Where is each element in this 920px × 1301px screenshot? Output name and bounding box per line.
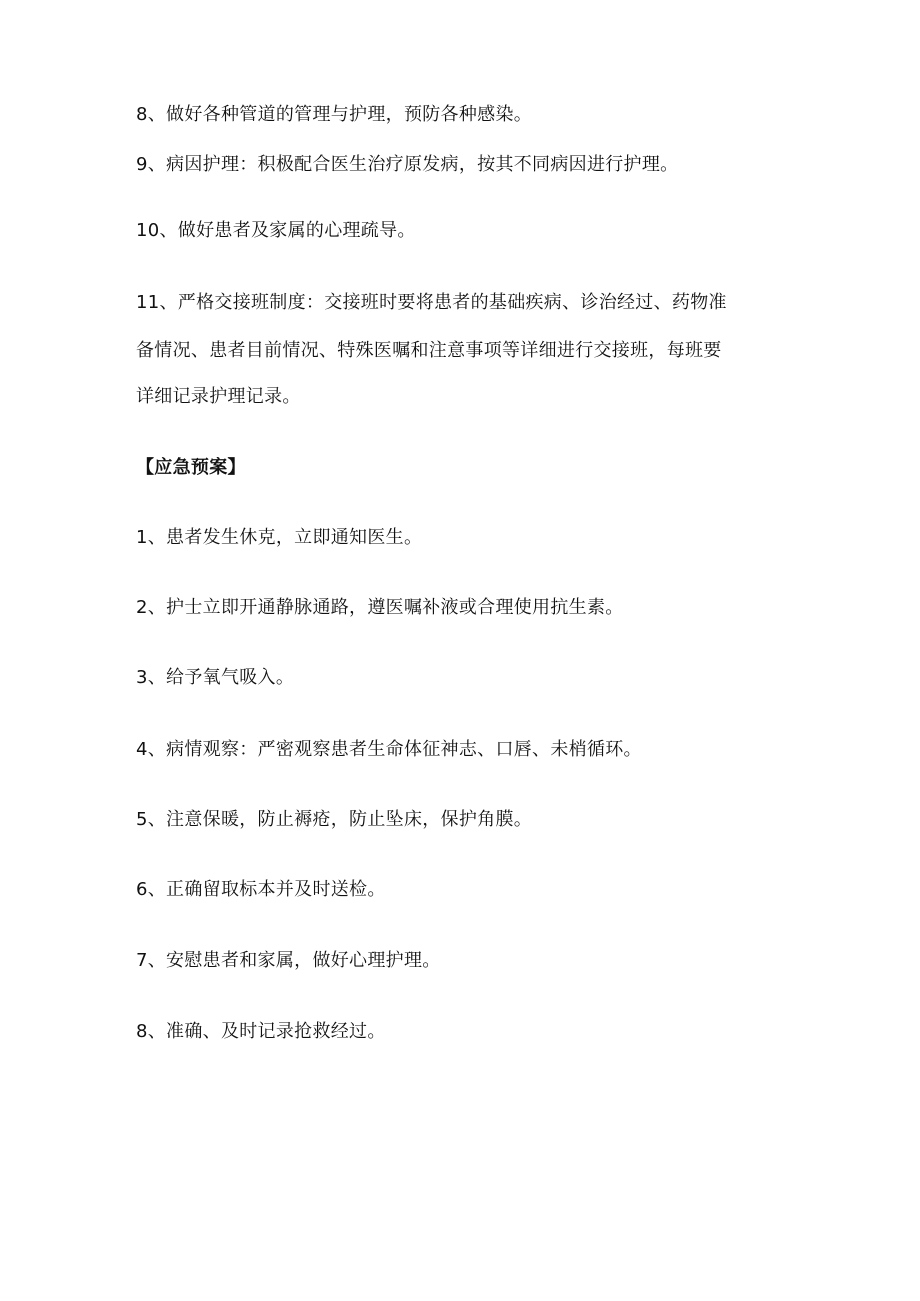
nursing-item-9: 9、病因护理：积极配合医生治疗原发病，按其不同病因进行护理。: [136, 154, 679, 175]
emergency-item-8: 8、准确、及时记录抢救经过。: [136, 1021, 386, 1042]
emergency-item-1: 1、患者发生休克，立即通知医生。: [136, 527, 423, 548]
nursing-item-11-line-2: 备情况、患者目前情况、特殊医嘱和注意事项等详细进行交接班，每班要: [136, 340, 722, 361]
emergency-item-2: 2、护士立即开通静脉通路，遵医嘱补液或合理使用抗生素。: [136, 597, 624, 618]
nursing-item-11-line-3: 详细记录护理记录。: [136, 386, 301, 407]
nursing-item-11-line-1: 11、严格交接班制度：交接班时要将患者的基础疾病、诊治经过、药物准: [136, 292, 727, 313]
nursing-item-8: 8、做好各种管道的管理与护理，预防各种感染。: [136, 104, 533, 125]
emergency-item-5: 5、注意保暖，防止褥疮，防止坠床，保护角膜。: [136, 809, 533, 830]
emergency-plan-heading: 【应急预案】: [136, 457, 246, 478]
nursing-item-10: 10、做好患者及家属的心理疏导。: [136, 220, 416, 241]
emergency-item-7: 7、安慰患者和家属，做好心理护理。: [136, 950, 441, 971]
emergency-item-3: 3、给予氧气吸入。: [136, 667, 295, 688]
emergency-item-6: 6、正确留取标本并及时送检。: [136, 879, 386, 900]
emergency-item-4: 4、病情观察：严密观察患者生命体征神志、口唇、未梢循环。: [136, 739, 642, 760]
